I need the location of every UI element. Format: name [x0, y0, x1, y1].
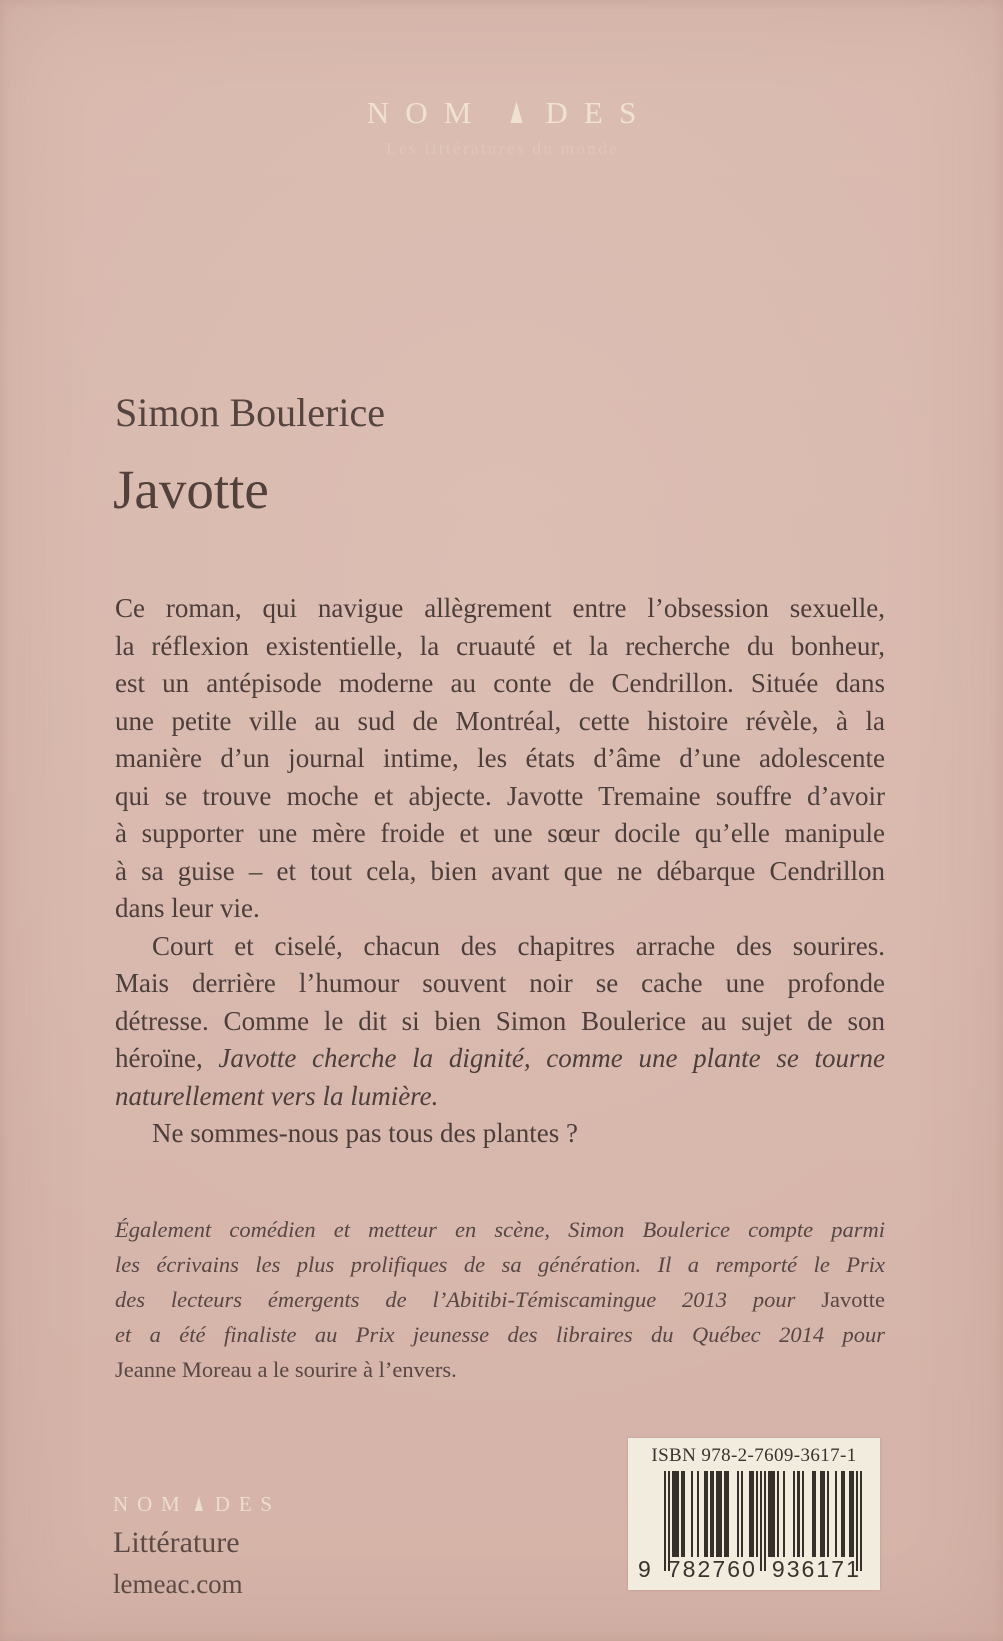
text-line: Jeanne Moreau a le sourire à l’envers.: [115, 1357, 457, 1382]
text-line: et a été finaliste au Prix jeunesse des libraires du Québec 2014 pour: [115, 1322, 885, 1347]
text-line: qui se trouve moche et abjecte. Javotte Tremaine souffre d’avoir: [115, 780, 885, 811]
publisher-logo-word: [0, 90, 1003, 132]
barcode-panel: [628, 1438, 880, 1590]
author-name: Simon Boulerice: [115, 390, 385, 435]
publisher-tagline: Les littératures du monde: [386, 139, 620, 159]
text-line: manière d’un journal intime, les états d’âme d’une adolescente: [115, 743, 885, 773]
imprint-logo-post: DES: [214, 1492, 281, 1516]
text-line: détresse. Comme le dit si bien Simon Boulerice au sujet de son: [115, 1005, 885, 1036]
text-line: naturellement vers la lumière.: [115, 1080, 439, 1111]
barcode-number: 9 782760 936171: [638, 1556, 861, 1582]
paragraph: [115, 590, 885, 928]
text-line: dans leur vie.: [115, 893, 260, 923]
text-line: la réflexion existentielle, la cruauté et la recherche du bonheur,: [115, 630, 885, 661]
paragraph: [115, 1115, 885, 1153]
text-line: Ne sommes-nous pas tous des plantes ?: [152, 1118, 578, 1148]
imprint-logo-pre: NOM: [113, 1492, 189, 1516]
tent-a-icon: ▲: [191, 1488, 212, 1517]
publisher-logo: [0, 90, 1003, 159]
paragraph: [115, 928, 885, 1116]
text-line: Court et ciselé, chacun des chapitres arrache des sourires.: [152, 930, 885, 961]
isbn-label: ISBN 978-2-7609-3617-1: [651, 1445, 857, 1466]
synopsis-text: [115, 590, 885, 1153]
text-line: à supporter une mère froide et une sœur docile qu’elle manipule: [115, 818, 885, 848]
author-bio-text: [115, 1212, 885, 1387]
text-line: héroïne, Javotte cherche la dignité, comme une plante se tourne: [115, 1043, 885, 1073]
text-line: Ce roman, qui navigue allègrement entre l’obsession sexuelle,: [115, 593, 885, 623]
tent-a-icon: ▲: [506, 90, 538, 132]
imprint-logo: [113, 1488, 281, 1517]
publisher-website: lemeac.com: [113, 1569, 243, 1599]
text-line: une petite ville au sud de Montréal, cette histoire révèle, à la: [115, 705, 885, 736]
logo-text-pre: NOM: [366, 95, 488, 130]
imprint-category: Littérature: [113, 1526, 240, 1559]
text-line: les écrivains les plus prolifiques de sa génération. Il a remporté le Prix: [115, 1252, 885, 1277]
text-line: Également comédien et metteur en scène, Simon Boulerice compte parmi: [115, 1217, 885, 1242]
text-line: à sa guise – et tout cela, bien avant que ne débarque Cendrillon: [115, 855, 885, 886]
text-line: des lecteurs émergents de l’Abitibi-Témiscamingue 2013 pour Javotte: [115, 1287, 885, 1312]
text-line: est un antépisode moderne au conte de Cendrillon. Située dans: [115, 668, 885, 698]
text-line: Mais derrière l’humour souvent noir se cache une profonde: [115, 968, 885, 998]
book-title: Javotte: [113, 459, 269, 520]
logo-text-post: DES: [545, 95, 653, 130]
